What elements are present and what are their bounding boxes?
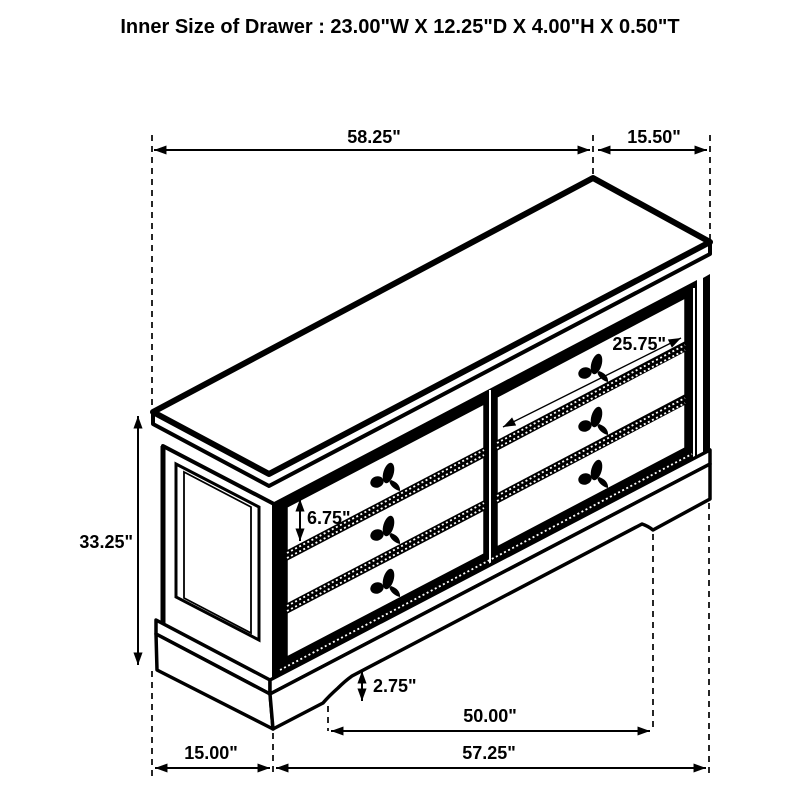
dimension-top-width bbox=[154, 127, 590, 150]
dimension-label-base-width: 57.25" bbox=[462, 743, 516, 763]
dimension-label-foot-spacing: 50.00" bbox=[463, 706, 517, 726]
dimension-label-drawer-front-width: 25.75" bbox=[612, 334, 666, 354]
dimension-base-depth bbox=[155, 743, 270, 768]
dimension-base-height bbox=[362, 671, 417, 701]
dimension-overall-height bbox=[79, 416, 138, 665]
diagram-title: Inner Size of Drawer : 23.00"W X 12.25"D X 4.00"H X 0.50"T bbox=[120, 16, 680, 38]
right-side-edge bbox=[703, 274, 710, 456]
dresser-drawing bbox=[153, 178, 710, 729]
dimension-label-base-depth: 15.00" bbox=[184, 743, 238, 763]
dimension-top-depth bbox=[598, 127, 707, 150]
dimension-label-overall-height: 33.25" bbox=[79, 532, 133, 552]
dimension-label-top-depth: 15.50" bbox=[627, 127, 681, 147]
dimension-foot-spacing bbox=[331, 706, 650, 731]
dimension-base-width bbox=[276, 743, 706, 768]
dimension-label-top-width: 58.25" bbox=[347, 127, 401, 147]
dimension-label-base-height: 2.75" bbox=[373, 676, 417, 696]
dimension-label-drawer-front-height: 6.75" bbox=[307, 508, 351, 528]
